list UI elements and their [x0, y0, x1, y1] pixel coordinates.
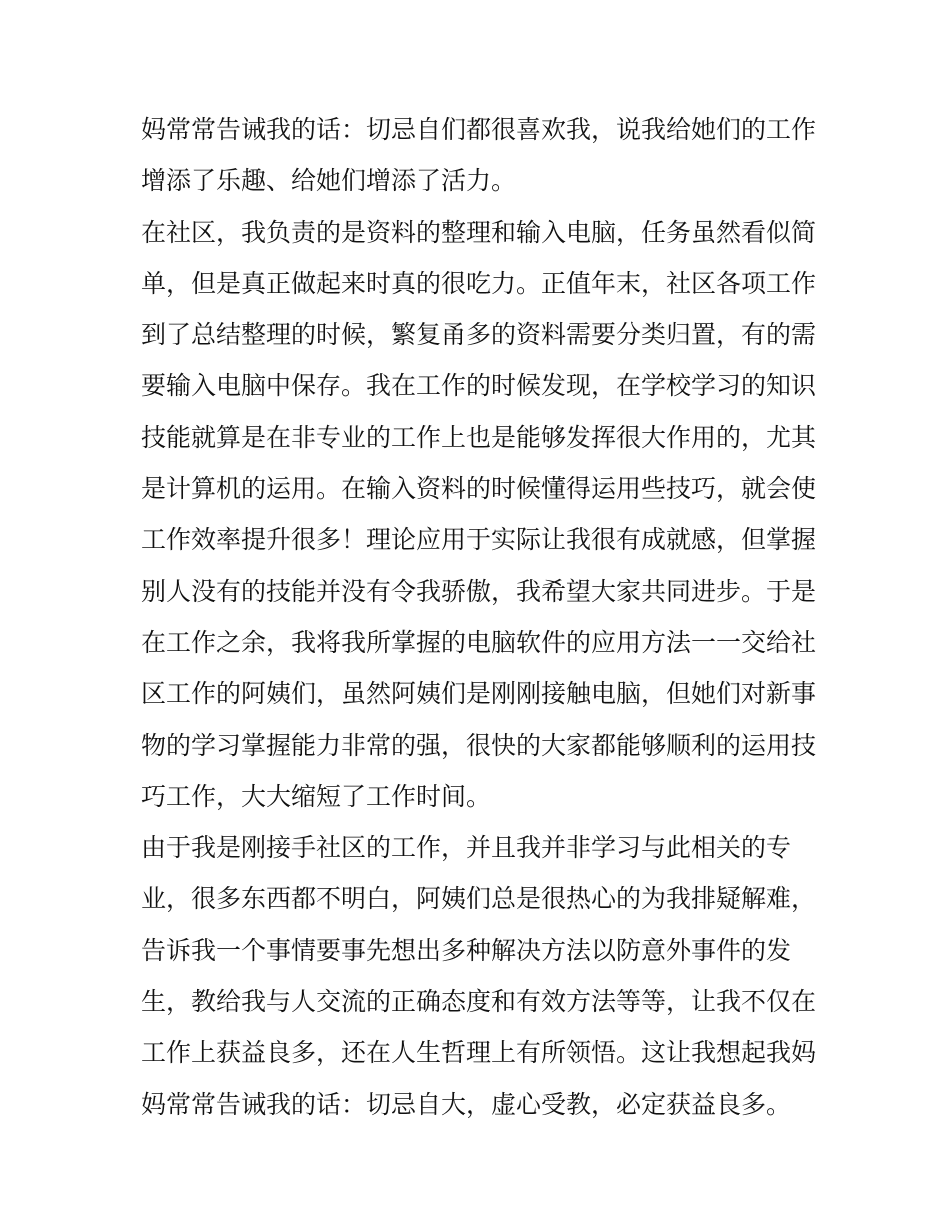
- text-line: 巧工作，大大缩短了工作时间。: [141, 781, 492, 811]
- text-line: 到了总结整理的时候，繁复甬多的资料需要分类归置，有的需: [141, 320, 817, 350]
- text-line: 工作上获益良多，还在人生哲理上有所领悟。这让我想起我妈: [141, 1038, 817, 1068]
- text-line: 别人没有的技能并没有令我骄傲，我希望大家共同进步。于是: [141, 576, 817, 606]
- text-line: 工作效率提升很多！理论应用于实际让我很有成就感，但掌握: [141, 525, 817, 555]
- text-line: 是计算机的运用。在输入资料的时候懂得运用些技巧，就会使: [141, 474, 817, 504]
- text-line: 要输入电脑中保存。我在工作的时候发现，在学校学习的知识: [141, 371, 817, 401]
- text-line: 物的学习掌握能力非常的强，很快的大家都能够顺利的运用技: [141, 730, 817, 760]
- text-line: 妈常常告诫我的话：切忌自们都很喜欢我，说我给她们的工作: [141, 115, 817, 144]
- text-line: 生，教给我与人交流的正确态度和有效方法等等，让我不仅在: [141, 987, 817, 1017]
- text-line: 在工作之余，我将我所掌握的电脑软件的应用方法一一交给社: [141, 627, 817, 657]
- text-line: 增添了乐趣、给她们增添了活力。: [141, 166, 517, 196]
- text-line: 告诉我一个事情要事先想出多种解决方法以防意外事件的发: [141, 935, 792, 965]
- body-text: [141, 104, 821, 1130]
- text-line: 由于我是刚接手社区的工作，并且我并非学习与此相关的专: [141, 833, 792, 863]
- text-line: 单，但是真正做起来时真的很吃力。正值年末，社区各项工作: [141, 268, 817, 298]
- text-line: 区工作的阿姨们，虽然阿姨们是刚刚接触电脑，但她们对新事: [141, 679, 817, 709]
- text-line: 妈常常告诫我的话：切忌自大，虚心受教，必定获益良多。: [141, 1089, 792, 1119]
- text-line: 在社区，我负责的是资料的整理和输入电脑，任务虽然看似简: [141, 217, 817, 247]
- text-line: 技能就算是在非专业的工作上也是能够发挥很大作用的，尤其: [141, 422, 817, 452]
- text-line: 业，很多东西都不明白，阿姨们总是很热心的为我排疑解难，: [141, 884, 817, 914]
